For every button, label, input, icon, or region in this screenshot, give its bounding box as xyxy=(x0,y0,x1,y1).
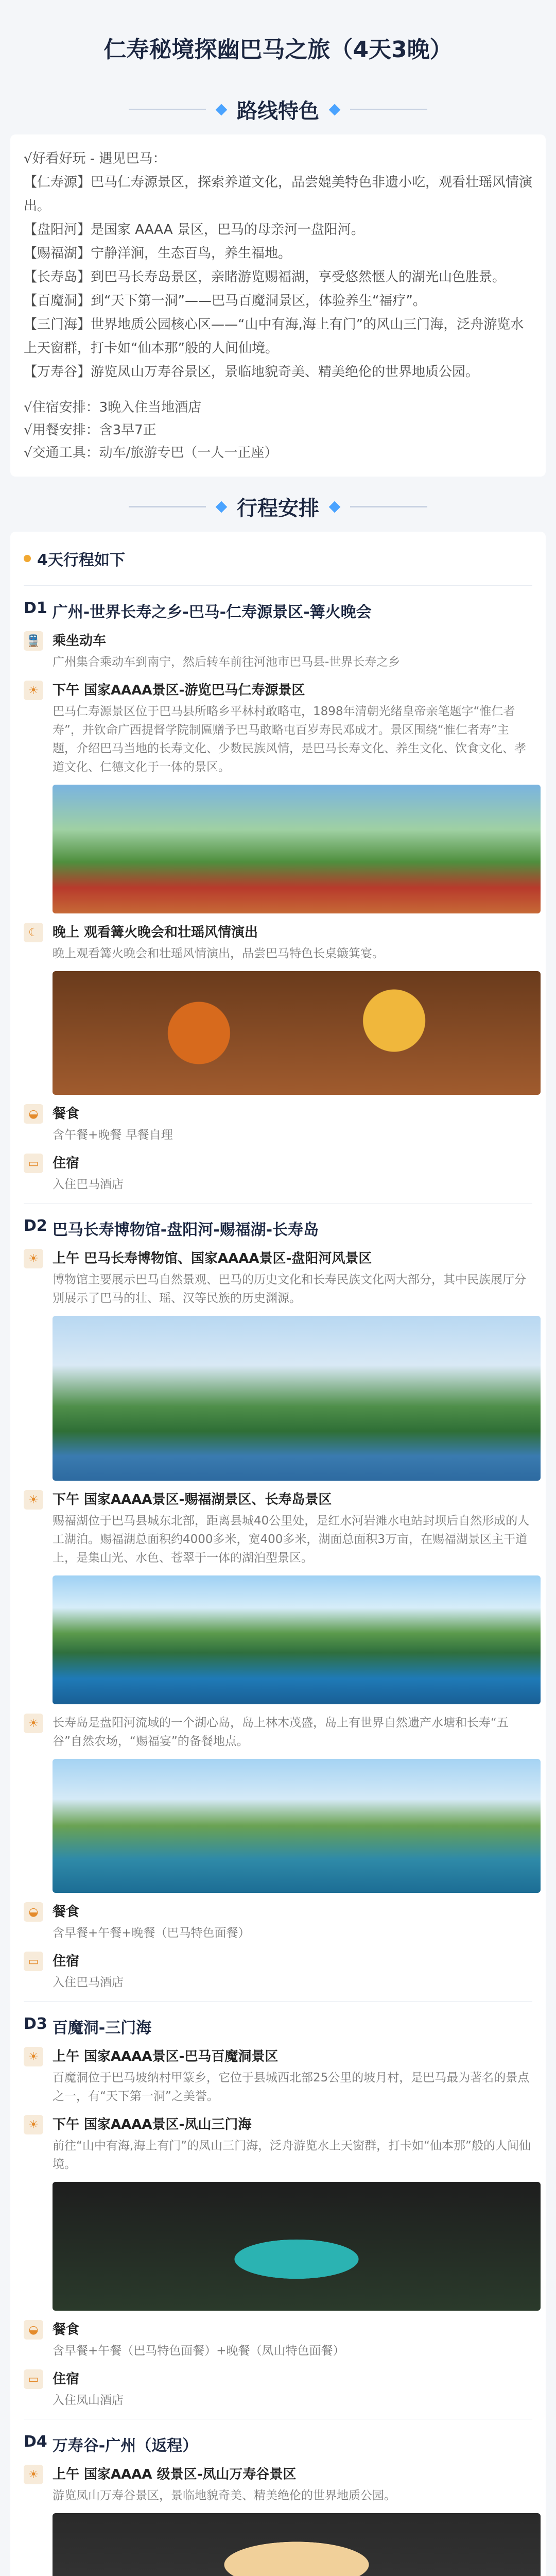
sun-icon: ☀ xyxy=(24,2465,43,2484)
scenery-photo xyxy=(53,2182,541,2311)
day-header xyxy=(24,2015,532,2038)
diamond-icon xyxy=(216,501,228,513)
sun-icon: ☀ xyxy=(24,2047,43,2066)
highlight-item: √好看好玩 - 遇见巴马： xyxy=(24,151,166,166)
sun-icon: ☀ xyxy=(24,2115,43,2134)
day-label: D4 xyxy=(24,2433,47,2451)
itinerary-item xyxy=(24,681,532,913)
item-description: 赐福湖位于巴马县城东北部，距离县城40公里处，是红水河岩滩水电站封坝后自然形成的人工湖泊。赐福湖总面积约4000多米，宽400多米，湖面总面积3万亩，在赐福湖景区主干道上，是集山光、水色、苍翠于一体的湖泊型景区。 xyxy=(53,1514,530,1565)
sun-icon: ☀ xyxy=(24,681,43,700)
scenery-photo xyxy=(53,1759,541,1893)
features-card xyxy=(10,134,546,477)
itinerary-item xyxy=(24,1154,532,1194)
day-header xyxy=(24,2433,532,2455)
highlight-item: 【赐福湖】宁静洋涧，生态百鸟，养生福地。 xyxy=(24,246,292,261)
sun-icon: ☀ xyxy=(24,1490,43,1510)
day-label: D1 xyxy=(24,599,47,617)
itinerary-item xyxy=(24,1249,532,1481)
section-itinerary-title: 行程安排 xyxy=(237,497,319,520)
itinerary-item xyxy=(24,2047,532,2106)
highlight-item: 【三门海】世界地质公园核心区——“山中有海,海上有门”的风山三门海，泛舟游览水上天窗群，打卡如“仙本那”般的人间仙境。 xyxy=(24,317,524,356)
day-title: 广州-世界长寿之乡-巴马-仁寿源景区-篝火晚会 xyxy=(52,603,372,621)
trip-title-text: 4天行程如下 xyxy=(37,551,125,569)
item-title: 住宿 xyxy=(53,1954,80,1969)
section-itinerary-header xyxy=(0,492,556,521)
highlight-item: 【盘阳河】是国家 AAAA 景区，巴马的母亲河一盘阳河。 xyxy=(24,222,364,238)
highlight-item: 【百魔洞】到“天下第一洞”——巴马百魔洞景区，体验养生“福疗”。 xyxy=(24,293,426,309)
item-description: 晚上观看篝火晚会和壮瑶风情演出，品尝巴马特色长桌簸箕宴。 xyxy=(53,947,384,960)
scenery-photo xyxy=(53,2513,541,2576)
item-title: 餐食 xyxy=(53,1106,80,1122)
itinerary-item xyxy=(24,1714,532,1893)
scenery-photo xyxy=(53,1575,541,1704)
itinerary-card xyxy=(10,532,546,2576)
itinerary-item xyxy=(24,1490,532,1704)
divider xyxy=(24,2001,532,2002)
scenery-photo xyxy=(53,971,541,1095)
moon-icon: ☾ xyxy=(24,923,43,942)
itinerary-item xyxy=(24,1952,532,1992)
item-title: 餐食 xyxy=(53,2322,80,2337)
day-section xyxy=(24,1217,532,2002)
day-title: 百魔洞-三门海 xyxy=(52,2019,152,2037)
bowl-icon: ◒ xyxy=(24,1902,43,1922)
item-description: 前往“山中有海,海上有门”的凤山三门海，泛舟游览水上天窗群，打卡如“仙本那”般的人间仙境。 xyxy=(53,2139,531,2171)
item-title: 下午 国家AAAA景区-赐福湖景区、长寿岛景区 xyxy=(53,1492,332,1507)
item-description: 入住巴马酒店 xyxy=(53,1178,124,1191)
divider-line xyxy=(129,506,206,507)
scenery-photo xyxy=(53,1316,541,1481)
itinerary-item xyxy=(24,1104,532,1144)
summary-meals: √用餐安排：含3早7正 xyxy=(24,422,157,438)
divider-line xyxy=(350,109,427,110)
item-title: 上午 巴马长寿博物馆、国家AAAA景区-盘阳河风景区 xyxy=(53,1251,372,1266)
item-title: 乘坐动车 xyxy=(53,633,107,649)
day-label: D3 xyxy=(24,2015,47,2033)
item-description: 游览凤山万寿谷景区，景临地貌奇美、精美绝伦的世界地质公园。 xyxy=(53,2489,396,2502)
item-title: 餐食 xyxy=(53,1904,80,1920)
summary-transport: √交通工具：动车/旅游专巴（一人一正座） xyxy=(24,445,278,461)
item-title: 上午 国家AAAA 级景区-凤山万寿谷景区 xyxy=(53,2467,297,2482)
bowl-icon: ◒ xyxy=(24,1104,43,1124)
item-description: 含早餐+午餐+晚餐（巴马特色面餐） xyxy=(53,1926,250,1940)
day-title: 万寿谷-广州（返程） xyxy=(52,2437,198,2455)
itinerary-item xyxy=(24,2115,532,2311)
bed-icon: ▭ xyxy=(24,1154,43,1173)
item-description: 入住凤山酒店 xyxy=(53,2394,124,2407)
bed-icon: ▭ xyxy=(24,2369,43,2389)
dot-icon xyxy=(24,555,31,562)
itinerary-item xyxy=(24,2465,532,2576)
day-header xyxy=(24,599,532,622)
sun-icon: ☀ xyxy=(24,1249,43,1268)
highlight-item: 【万寿谷】游览凤山万寿谷景区，景临地貌奇美、精美绝伦的世界地质公园。 xyxy=(24,364,479,380)
summary-hotel: √住宿安排：3晚入住当地酒店 xyxy=(24,400,202,415)
itinerary-item xyxy=(24,923,532,1095)
train-icon: 🚆 xyxy=(24,631,43,651)
divider-line xyxy=(350,506,427,507)
divider-line xyxy=(129,109,206,110)
item-description: 入住巴马酒店 xyxy=(53,1976,124,1989)
section-features-header xyxy=(0,95,556,124)
itinerary-item xyxy=(24,631,532,671)
item-description: 百魔洞位于巴马坡纳村甲篆乡，它位于县城西北部25公里的坡月村，是巴马最为著名的景点之一，有“天下第一洞”之美誉。 xyxy=(53,2071,530,2103)
section-features-title: 路线特色 xyxy=(237,99,319,123)
page-title: 仁寿秘境探幽巴马之旅（4天3晚） xyxy=(103,37,453,63)
day-label: D2 xyxy=(24,1217,47,1235)
highlight-item: 【仁寿源】巴马仁寿源景区，探索养道文化，品尝媲美特色非遗小吃，观看壮瑶风情演出。 xyxy=(24,175,533,214)
sun-icon: ☀ xyxy=(24,1714,43,1733)
day-section xyxy=(24,2433,532,2576)
item-title: 住宿 xyxy=(53,1156,80,1171)
day-title: 巴马长寿博物馆-盘阳河-赐福湖-长寿岛 xyxy=(52,1221,319,1239)
diamond-icon xyxy=(216,104,228,115)
item-description: 巴马仁寿源景区位于巴马县所略乡平林村敢略屯，1898年清朝光绪皇帝亲笔题字“惟仁者寿”，并钦命广西提督学院制匾赠予巴马敢略屯百岁寿民邓成才。景区围绕“惟仁者寿”主题，介绍巴马当地的长寿文化、少数民族风情，是巴马长寿文化、养生文化、饮食文化、孝道文化、仁德文化于一体的景区。 xyxy=(53,705,526,774)
item-description: 广州集合乘动车到南宁，然后转车前往河池市巴马县-世界长寿之乡 xyxy=(53,655,401,669)
day-section xyxy=(24,599,532,1204)
item-title: 下午 国家AAAA景区-凤山三门海 xyxy=(53,2117,252,2132)
day-header xyxy=(24,1217,532,1240)
summary-list xyxy=(24,396,532,464)
item-description: 含早餐+午餐（巴马特色面餐）+晚餐（凤山特色面餐） xyxy=(53,2344,345,2358)
day-section xyxy=(24,2015,532,2419)
scenery-photo xyxy=(53,785,541,913)
diamond-icon xyxy=(329,501,341,513)
bed-icon: ▭ xyxy=(24,1952,43,1971)
item-title: 下午 国家AAAA景区-游览巴马仁寿源景区 xyxy=(53,683,305,698)
itinerary-item xyxy=(24,2320,532,2360)
highlight-item: 【长寿岛】到巴马长寿岛景区，亲睹游览赐福湖，享受悠然惬人的湖光山色胜景。 xyxy=(24,269,506,285)
item-title: 上午 国家AAAA景区-巴马百魔洞景区 xyxy=(53,2049,279,2064)
itinerary-item xyxy=(24,2369,532,2410)
item-title: 晚上 观看篝火晚会和壮瑶风情演出 xyxy=(53,925,258,940)
bowl-icon: ◒ xyxy=(24,2320,43,2340)
divider xyxy=(24,585,532,586)
item-title: 住宿 xyxy=(53,2371,80,2387)
itinerary-item xyxy=(24,1902,532,1942)
item-description: 长寿岛是盘阳河流域的一个湖心岛，岛上林木茂盛，岛上有世界自然遗产水塘和长寿“五谷”自然农场，“赐福宴”的备餐地点。 xyxy=(53,1716,509,1748)
divider xyxy=(24,1203,532,1204)
trip-title xyxy=(24,544,532,578)
diamond-icon xyxy=(329,104,341,115)
item-description: 含午餐+晚餐 早餐自理 xyxy=(53,1128,173,1142)
item-description: 博物馆主要展示巴马自然景观、巴马的历史文化和长寿民族文化两大部分，其中民族展厅分别展示了巴马的壮、瑶、汉等民族的历史渊源。 xyxy=(53,1273,526,1305)
